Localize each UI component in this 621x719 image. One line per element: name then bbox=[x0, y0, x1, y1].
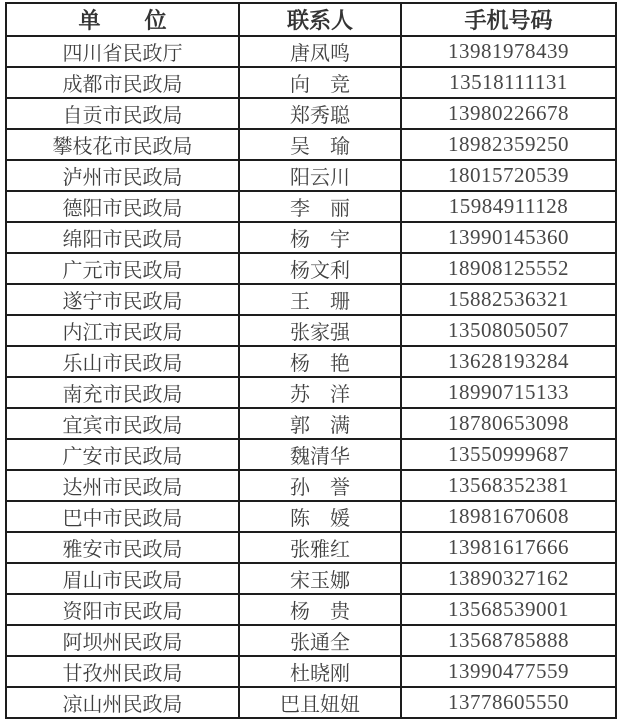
phone-cell: 18982359250 bbox=[401, 129, 616, 160]
unit-cell: 南充市民政局 bbox=[6, 377, 239, 408]
unit-cell: 攀枝花市民政局 bbox=[6, 129, 239, 160]
table-row bbox=[6, 284, 616, 315]
phone-cell: 13981617666 bbox=[401, 532, 616, 563]
table-row bbox=[6, 532, 616, 563]
contact-cell: 向 竞 bbox=[239, 67, 401, 98]
unit-cell: 泸州市民政局 bbox=[6, 160, 239, 191]
table-row bbox=[6, 222, 616, 253]
table-row bbox=[6, 36, 616, 67]
phone-cell: 13568352381 bbox=[401, 470, 616, 501]
phone-cell: 18990715133 bbox=[401, 377, 616, 408]
unit-cell: 广安市民政局 bbox=[6, 439, 239, 470]
table-row bbox=[6, 346, 616, 377]
table-row bbox=[6, 625, 616, 656]
table-header bbox=[6, 3, 616, 36]
contact-cell: 张家强 bbox=[239, 315, 401, 346]
table-row bbox=[6, 439, 616, 470]
unit-cell: 巴中市民政局 bbox=[6, 501, 239, 532]
unit-cell: 凉山州民政局 bbox=[6, 687, 239, 718]
unit-cell: 眉山市民政局 bbox=[6, 563, 239, 594]
unit-cell: 四川省民政厅 bbox=[6, 36, 239, 67]
unit-cell: 成都市民政局 bbox=[6, 67, 239, 98]
contact-cell: 孙 誉 bbox=[239, 470, 401, 501]
table-row bbox=[6, 98, 616, 129]
column-header-unit: 单 位 bbox=[6, 3, 239, 36]
contact-cell: 张通全 bbox=[239, 625, 401, 656]
unit-cell: 遂宁市民政局 bbox=[6, 284, 239, 315]
unit-cell: 资阳市民政局 bbox=[6, 594, 239, 625]
unit-cell: 乐山市民政局 bbox=[6, 346, 239, 377]
phone-cell: 13568539001 bbox=[401, 594, 616, 625]
table-row bbox=[6, 594, 616, 625]
contact-cell: 阳云川 bbox=[239, 160, 401, 191]
table-row bbox=[6, 470, 616, 501]
phone-cell: 13778605550 bbox=[401, 687, 616, 718]
contact-cell: 吴 瑜 bbox=[239, 129, 401, 160]
contact-cell: 宋玉娜 bbox=[239, 563, 401, 594]
table-row bbox=[6, 408, 616, 439]
table-row bbox=[6, 253, 616, 284]
phone-cell: 18780653098 bbox=[401, 408, 616, 439]
table-row bbox=[6, 563, 616, 594]
header-row bbox=[6, 3, 616, 36]
phone-cell: 13518111131 bbox=[401, 67, 616, 98]
contact-cell: 唐凤鸣 bbox=[239, 36, 401, 67]
contact-cell: 巴且妞妞 bbox=[239, 687, 401, 718]
table-body bbox=[6, 36, 616, 718]
unit-cell: 广元市民政局 bbox=[6, 253, 239, 284]
phone-cell: 18908125552 bbox=[401, 253, 616, 284]
contact-cell: 杨文利 bbox=[239, 253, 401, 284]
phone-cell: 18015720539 bbox=[401, 160, 616, 191]
column-header-phone: 手机号码 bbox=[401, 3, 616, 36]
table-row bbox=[6, 191, 616, 222]
column-header-contact: 联系人 bbox=[239, 3, 401, 36]
contact-cell: 杨 贵 bbox=[239, 594, 401, 625]
table-row bbox=[6, 501, 616, 532]
contact-cell: 王 珊 bbox=[239, 284, 401, 315]
phone-cell: 15984911128 bbox=[401, 191, 616, 222]
table-row bbox=[6, 67, 616, 98]
unit-cell: 甘孜州民政局 bbox=[6, 656, 239, 687]
unit-cell: 宜宾市民政局 bbox=[6, 408, 239, 439]
phone-cell: 13628193284 bbox=[401, 346, 616, 377]
contact-cell: 张雅红 bbox=[239, 532, 401, 563]
phone-cell: 13508050507 bbox=[401, 315, 616, 346]
unit-cell: 内江市民政局 bbox=[6, 315, 239, 346]
phone-cell: 13550999687 bbox=[401, 439, 616, 470]
contact-cell: 陈 媛 bbox=[239, 501, 401, 532]
unit-cell: 德阳市民政局 bbox=[6, 191, 239, 222]
unit-cell: 雅安市民政局 bbox=[6, 532, 239, 563]
contact-cell: 杜晓刚 bbox=[239, 656, 401, 687]
table-row bbox=[6, 129, 616, 160]
table-row bbox=[6, 315, 616, 346]
unit-cell: 达州市民政局 bbox=[6, 470, 239, 501]
unit-cell: 自贡市民政局 bbox=[6, 98, 239, 129]
table-row bbox=[6, 377, 616, 408]
table-row bbox=[6, 160, 616, 191]
table-row bbox=[6, 687, 616, 718]
phone-cell: 15882536321 bbox=[401, 284, 616, 315]
contact-cell: 李 丽 bbox=[239, 191, 401, 222]
phone-cell: 13981978439 bbox=[401, 36, 616, 67]
contact-cell: 杨 艳 bbox=[239, 346, 401, 377]
contact-cell: 苏 洋 bbox=[239, 377, 401, 408]
phone-cell: 13990145360 bbox=[401, 222, 616, 253]
phone-cell: 13568785888 bbox=[401, 625, 616, 656]
phone-cell: 13990477559 bbox=[401, 656, 616, 687]
unit-cell: 绵阳市民政局 bbox=[6, 222, 239, 253]
unit-cell: 阿坝州民政局 bbox=[6, 625, 239, 656]
contact-cell: 魏清华 bbox=[239, 439, 401, 470]
contact-cell: 郭 满 bbox=[239, 408, 401, 439]
phone-cell: 13980226678 bbox=[401, 98, 616, 129]
contact-table bbox=[5, 2, 617, 719]
contact-cell: 郑秀聪 bbox=[239, 98, 401, 129]
phone-cell: 13890327162 bbox=[401, 563, 616, 594]
contact-cell: 杨 宇 bbox=[239, 222, 401, 253]
phone-cell: 18981670608 bbox=[401, 501, 616, 532]
table-row bbox=[6, 656, 616, 687]
